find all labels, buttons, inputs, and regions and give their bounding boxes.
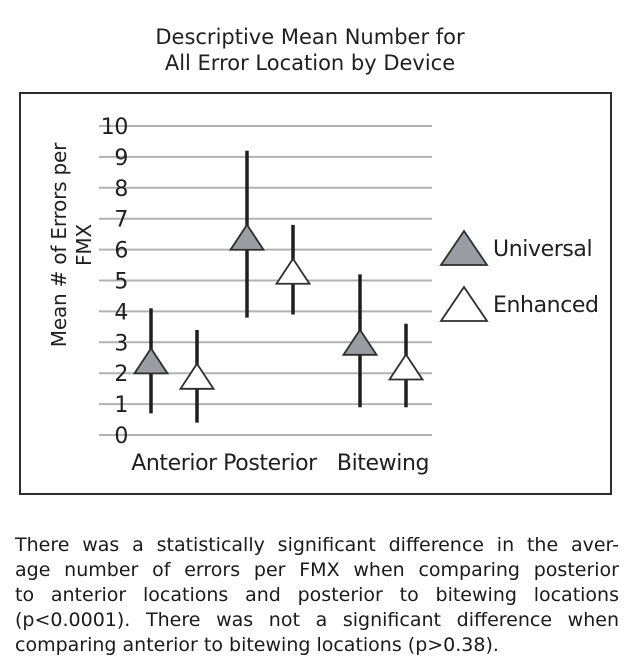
x-category-label: Anterior <box>131 451 217 476</box>
marker-universal-anterior <box>135 348 168 373</box>
caption-line: (p<0.0001). There was not a significant difference when <box>15 609 619 631</box>
marker-enhanced-bitewing <box>390 355 423 380</box>
legend-label-enhanced: Enhanced <box>493 293 599 318</box>
x-category-label: Bitewing <box>336 451 430 476</box>
y-tick-label: 8 <box>114 176 128 202</box>
y-axis-label-line1: Mean # of Errors per <box>47 142 71 348</box>
y-tick-label: 4 <box>114 300 128 326</box>
y-tick-label: 0 <box>114 424 128 449</box>
marker-universal-posterior <box>231 225 264 250</box>
caption-line: age number of errors per FMX when comparing posterior <box>15 559 619 581</box>
chart-title <box>10 24 610 76</box>
caption <box>15 533 619 658</box>
y-tick-label: 2 <box>114 362 128 388</box>
plot-area <box>19 92 612 495</box>
y-tick-label: 9 <box>114 145 128 171</box>
legend-label-universal: Universal <box>493 237 593 262</box>
chart-title-line1: Descriptive Mean Number for <box>155 25 465 49</box>
caption-line: comparing anterior to bitewing locations (p>0.38). <box>15 634 499 656</box>
y-tick-label: 1 <box>114 393 128 419</box>
caption-line: to anterior locations and posterior to bitewing locations <box>15 584 619 606</box>
chart-canvas <box>21 94 610 493</box>
y-axis-label-line2: FMX <box>72 224 96 266</box>
y-tick-label: 3 <box>114 331 128 357</box>
legend-marker-universal <box>441 231 487 265</box>
marker-enhanced-posterior <box>277 259 310 284</box>
chart-title-line2: All Error Location by Device <box>164 51 456 75</box>
caption-line: There was a statistically significant difference in the aver- <box>15 534 619 556</box>
x-category-label: Posterior <box>223 451 317 476</box>
y-tick-label: 6 <box>114 238 128 264</box>
y-tick-label: 7 <box>114 207 128 233</box>
y-tick-label: 10 <box>100 115 128 140</box>
y-tick-label: 5 <box>114 269 128 295</box>
legend-marker-enhanced <box>441 287 487 321</box>
marker-enhanced-anterior <box>181 364 214 389</box>
